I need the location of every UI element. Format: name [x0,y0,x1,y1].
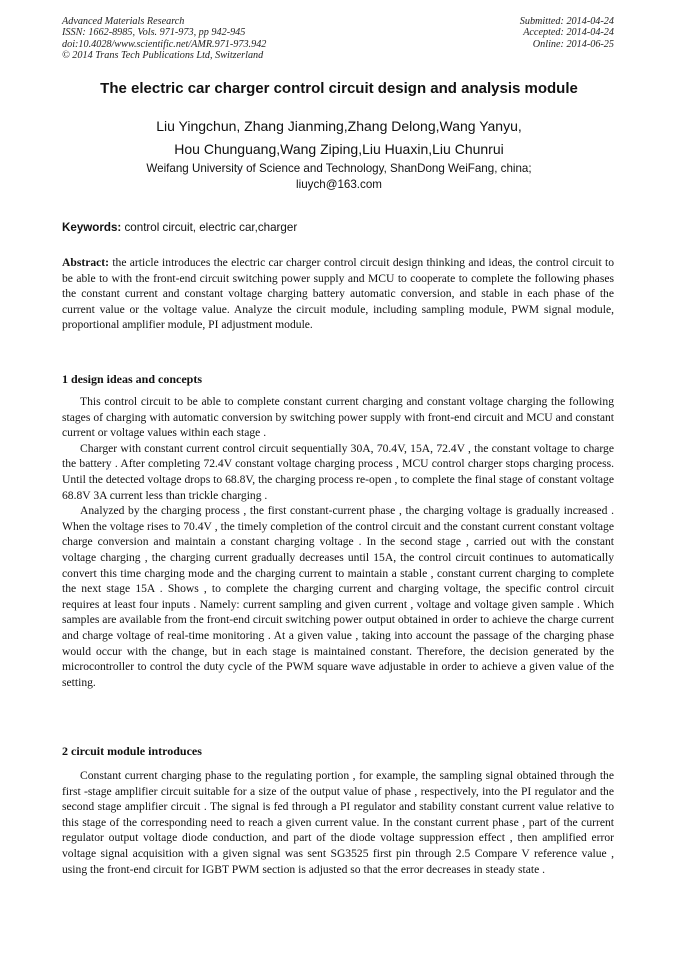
accepted-date: Accepted: 2014-04-24 [523,27,614,39]
paper-title: The electric car charger control circuit design and analysis module [100,80,578,97]
journal-name: Advanced Materials Research [62,16,185,27]
publication-dates [520,16,614,50]
author-list [40,115,638,160]
submitted-date: Submitted: 2014-04-24 [519,16,614,27]
section-1-paragraph-3: Analyzed by the charging process , the first constant-current phase , the charging voltage is gradually increased . When the voltage rises to 70.4V , the timely completion of the control circuit and the constant current constant voltage charge conversion and maintain a constant charging voltage . In the second stage , carried out with the constant voltage charging , the charging current gradually decreases until 15A, the control circuit continues to automatically convert this time charging mode and the charging current to maintain a stable , constant current charging to complete the next stage 15A . Shows , to complete the charging current and charging voltage, the specific control circuit requires at least four inputs . Namely: current sampling and given current , voltage and voltage given sample . Which samples are available from the front-end circuit switching power output obtained in order to achieve the charge current and charge voltage of real-time monitoring . At a given value , taking into account the passage of the charging phase would occur with the change, but in each stage is maintained constant. Therefore, the decision generated by the microcontroller to control the duty cycle of the PWM square wave adjustable in order to achieve a given value of the setting. [62,504,614,689]
author-email: liuych@163.com [296,178,382,191]
section-2-heading: 2 circuit module introduces [62,744,202,758]
section-1-paragraph-1: This control circuit to be able to complete constant current charging and constant voltage charging the following stages of charging with automatic conversion by switching power supply with front-end circuit and MCU and constant current or voltage values within each stage . [62,395,614,440]
online-date: Online: 2014-06-25 [532,38,614,50]
affiliation-line: Weifang University of Science and Technology, ShanDong WeiFang, china; [146,162,532,175]
abstract [62,255,614,333]
keywords-text: control circuit, electric car,charger [121,221,298,234]
section-1-heading: 1 design ideas and concepts [62,372,203,386]
section-1-body [62,394,614,690]
copyright-line: © 2014 Trans Tech Publications Ltd, Switzerland [62,50,264,62]
section-2-paragraph-1: Constant current charging phase to the regulating portion , for example, the sampling signal obtained through the first -stage amplifier circuit suitable for a size of the output value of phase , respectively, into the PI regulator and the second stage amplifier circuit . The signal is fed through a PI regulator and stability constant current value relative to this stage of the corresponding need to reach a given current value. In the constant current phase , part of the current regulator output voltage diode conduction, and part of the diode voltage suppression effect , then amplified error voltage signal acquisition with a given signal was sent SG3525 first pin through 2.5 Compare V reference value , using the front-end circuit for IGBT PWM section is adjusted so that the error decreases in steady state . [62,769,614,876]
keywords [62,220,614,235]
issn-line: ISSN: 1662-8985, Vols. 971-973, pp 942-945 [62,27,246,39]
keywords-label: Keywords: [62,221,122,234]
abstract-text: the article introduces the electric car charger control circuit design thinking and ideas, the control circuit to be able to with the front-end circuit switching power supply and MCU to cooperate to complete the following phases the constant current and constant voltage charging battery automatic conversion, and stable in each phase of the current value or the voltage value. Analyze the circuit module, including sampling module, PWM signal module, proportional amplifier module, PI adjustment module. [62,256,614,332]
affiliation [40,161,638,193]
author-line-2: Hou Chunguang,Wang Ziping,Liu Huaxin,Liu Chunrui [174,140,504,157]
publication-info [62,16,266,62]
abstract-label: Abstract: [62,256,110,269]
doi-line: doi:10.4028/www.scientific.net/AMR.971-973.942 [62,38,267,50]
section-2-body [62,768,614,877]
section-1-paragraph-2: Charger with constant current control circuit sequentially 30A, 70.4V, 15A, 72.4V , the constant voltage to charge the battery . After completing 72.4V constant voltage charging process , MCU control charger stops charging process. Until the detected voltage drops to 68.8V, the charging process re-open , to complete the final stage of constant voltage 68.8V 3A current less than trickle charging . [62,441,614,502]
author-line-1: Liu Yingchun, Zhang Jianming,Zhang Delong,Wang Yanyu, [156,118,522,134]
